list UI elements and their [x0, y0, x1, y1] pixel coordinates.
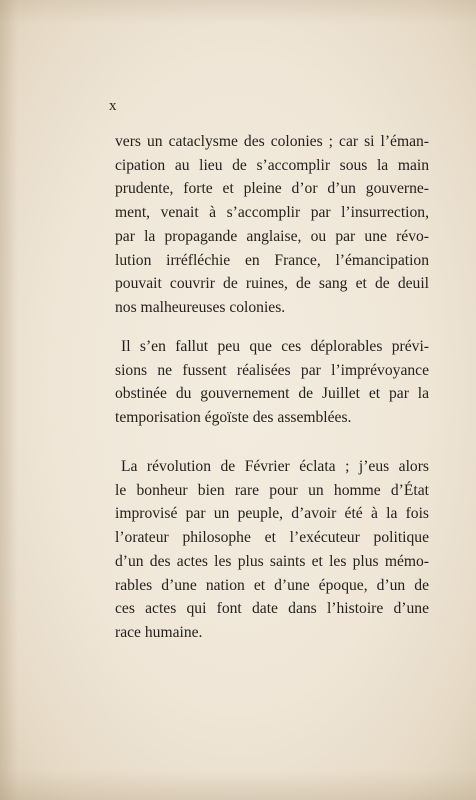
text-line: obstinée du gouvernement de Juillet et par la — [115, 385, 429, 403]
text-line: rables d’une nation et d’une époque, d’un de — [115, 576, 429, 594]
text-line: race humaine. — [115, 623, 203, 641]
text-line: vers un cataclysme des colonies ; car si l’éman- — [115, 133, 429, 150]
text-line: La révolution de Février éclata ; j’eus alors — [121, 458, 429, 475]
text-line: par la propagande anglaise, ou par une révo- — [115, 227, 429, 245]
text-line: Il s’en fallut peu que ces déplorables prévi- — [121, 338, 429, 355]
text-line: pouvait couvrir de ruines, de sang et de deuil — [115, 275, 429, 293]
text-line: ment, venait à s’accomplir par l’insurrection, — [115, 204, 429, 222]
text-line: sions ne fussent réalisées par l’imprévoyance — [115, 361, 429, 379]
text-line: le bonheur bien rare pour un homme d’État — [115, 481, 429, 499]
text-line: cipation au lieu de s’accomplir sous la main — [115, 156, 429, 174]
paragraph-3 — [115, 455, 429, 645]
text-line: improvisé par un peuple, d’avoir été à la fois — [115, 505, 429, 523]
paragraph-2 — [115, 335, 429, 430]
page-left-shading — [0, 0, 18, 800]
page-bottom-shading — [0, 770, 476, 800]
text-line: temporisation égoïste des assemblées. — [115, 409, 352, 427]
page-top-shading — [0, 0, 476, 24]
text-line: ces actes qui font date dans l’histoire d’une — [115, 600, 429, 618]
text-line: prudente, forte et pleine d’or d’un gouverne- — [115, 180, 429, 198]
page-number: x — [109, 98, 117, 114]
text-line: nos malheureuses colonies. — [115, 298, 286, 316]
text-line: l’orateur philosophe et l’exécuteur politique — [115, 529, 429, 547]
text-line: lution irréfléchie en France, l’émancipation — [115, 251, 429, 269]
paragraph-1 — [115, 130, 429, 320]
text-line: d’un des actes les plus saints et les plus mémo- — [115, 552, 429, 570]
